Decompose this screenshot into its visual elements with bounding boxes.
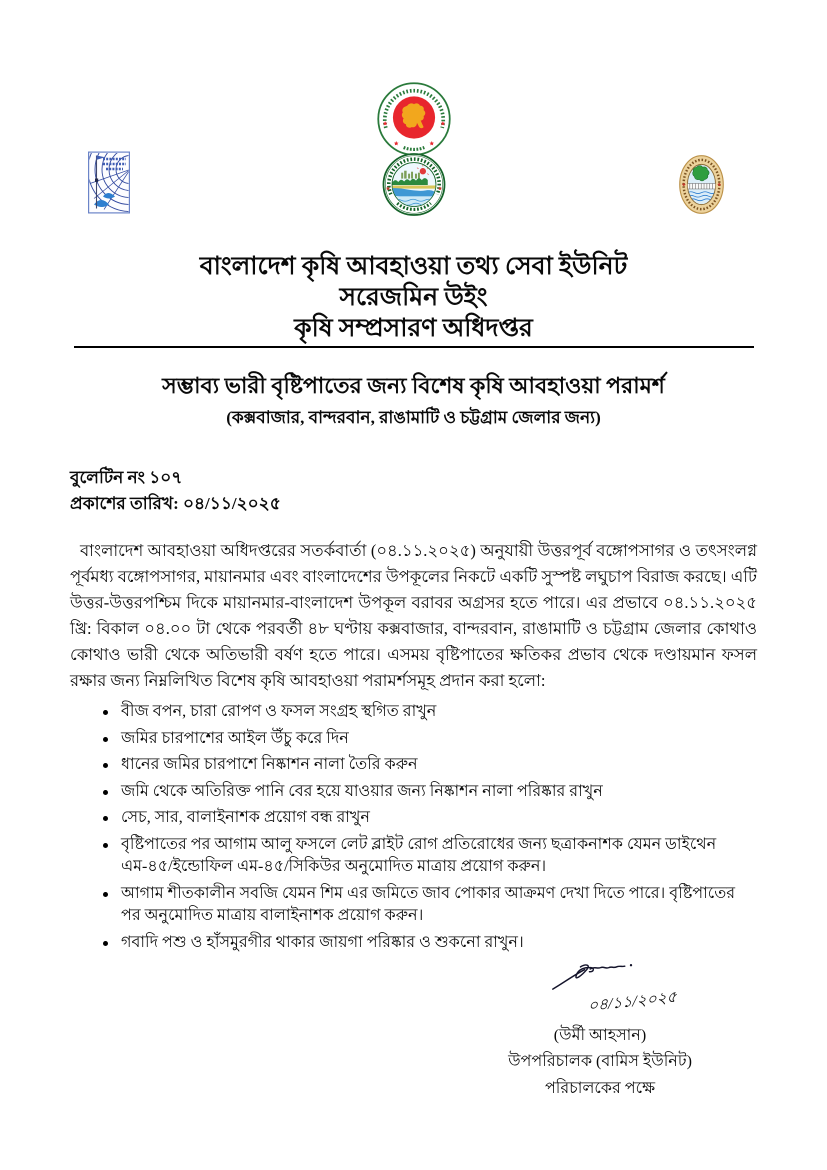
organization-title-line: সরেজমিন উইং (339, 284, 488, 311)
signature-handwritten-date: ০৪/১১/২০২৫ (588, 988, 677, 1016)
signatory-designation: উপপরিচালক (বামিস ইউনিট) (508, 1053, 692, 1070)
list-item (103, 728, 757, 751)
bulletin-number: বুলেটিন নং ১০৭ (70, 468, 183, 487)
meteorological-department-logo-icon (88, 151, 130, 214)
header-divider (74, 346, 754, 348)
list-item (103, 754, 757, 777)
list-item (103, 781, 757, 804)
advisory-list (70, 701, 757, 954)
bangladesh-government-emblem-icon (377, 82, 451, 156)
advisory-item-text: বৃষ্টিপাতের পর আগাম আলু ফসলে লেট ব্লাইট রোগ প্রতিরোধের জন্য ছত্রাকনাশক যেমন ডাইথেন এম-৪৫/ইন্ডোফিল এম-৪৫/সিকিউর অনুমোদিত মাত্রায় প্রয়োগ করুন। (121, 835, 717, 875)
advisory-item-text: বীজ বপন, চারা রোপণ ও ফসল সংগ্রহ স্থগিত রাখুন (121, 703, 437, 720)
bullet-dot-icon (103, 790, 108, 795)
bullet-dot-icon (103, 892, 108, 897)
list-item (103, 932, 757, 955)
advisory-item-text: জমির চারপাশের আইল উঁচু করে দিন (121, 729, 349, 747)
document-header (0, 0, 827, 218)
organization-title-block (0, 251, 827, 344)
water-development-board-logo-icon (679, 155, 724, 214)
advisory-item-text: আগাম শীতকালীন সবজি যেমন শিম এর জমিতে জাব পোকার আক্রমণ দেখা দিতে পারে। বৃষ্টিপাতের পর অনুমোদিত মাত্রায় বালাইনাশক প্রয়োগ করুন। (121, 884, 736, 924)
bullet-dot-icon (103, 816, 108, 821)
advisory-region-note: (কক্সবাজার, বান্দরবান, রাঙামাটি ও চট্টগ্রাম জেলার জন্য) (226, 408, 601, 427)
signature-block (445, 960, 755, 1100)
organization-title-line: বাংলাদেশ কৃষি আবহাওয়া তথ্য সেবা ইউনিট (199, 253, 628, 280)
advisory-item-text: সেচ, সার, বালাইনাশক প্রয়োগ বন্ধ রাখুন (121, 809, 370, 826)
advisory-item-text: গবাদি পশু ও হাঁসমুরগীর থাকার জায়গা পরিষ্কার ও শুকনো রাখুন। (121, 933, 524, 951)
advisory-title: সম্ভাব্য ভারী বৃষ্টিপাতের জন্য বিশেষ কৃষি আবহাওয়া পরামর্শ (162, 373, 665, 398)
body-paragraph: বাংলাদেশ আবহাওয়া অধিদপ্তরের সতর্কবার্তা (০৪.১১.২০২৫) অনুযায়ী উত্তরপূর্ব বঙ্গোপসাগর ও তৎসংলগ্ন পূর্বমধ্য বঙ্গোপসাগর, মায়ানমার এবং বাংলাদেশের উপকূলের নিকটে একটি সুস্পষ্ট লঘুচাপ বিরাজ করছে। এটি উত্তর-উত্তরপশ্চিম দিকে মায়ানমার-বাংলাদেশ উপকূল বরাবর অগ্রসর হতে পারে। এর প্রভাবে ০৪.১১.২০২৫ খ্রি: বিকাল ০৪.০০ টা থেকে পরবর্তী ৪৮ ঘণ্টায় কক্সবাজার, বান্দরবান, রাঙামাটি ও চট্টগ্রাম জেলার কোথাও কোথাও ভারী থেকে অতিভারী বর্ষণ হতে পারে। এসময় বৃষ্টিপাতের ক্ষতিকর প্রভাব থেকে দণ্ডায়মান ফসল রক্ষার জন্য নিম্নলিখিত বিশেষ কৃষি আবহাওয়া পরামর্শসমূহ প্রদান করা হলো: (70, 541, 757, 690)
bulletin-info (70, 465, 757, 517)
bullet-dot-icon (103, 763, 108, 768)
list-item (103, 807, 757, 830)
list-item (103, 701, 757, 724)
bullet-dot-icon (103, 737, 108, 742)
advisory-item-text: ধানের জমির চারপাশে নিষ্কাশন নালা তৈরি করুন (121, 756, 418, 773)
bulletin-publish-date: প্রকাশের তারিখ: ০৪/১১/২০২৫ (70, 494, 281, 513)
advisory-item-text: জমি থেকে অতিরিক্ত পানি বের হয়ে যাওয়ার জন্য নিষ্কাশন নালা পরিষ্কার রাখুন (121, 782, 603, 800)
bullet-dot-icon (103, 941, 108, 946)
list-item (103, 883, 757, 928)
bullet-dot-icon (103, 710, 108, 715)
bullet-dot-icon (103, 843, 108, 848)
signatory-name: (উর্মী আহসান) (553, 1027, 647, 1044)
on-behalf-of-line: পরিচালকের পক্ষে (544, 1080, 656, 1097)
list-item (103, 834, 757, 879)
agricultural-extension-department-logo-icon (382, 153, 445, 216)
organization-title-line: কৃষি সম্প্রসারণ অধিদপ্তর (294, 315, 533, 342)
